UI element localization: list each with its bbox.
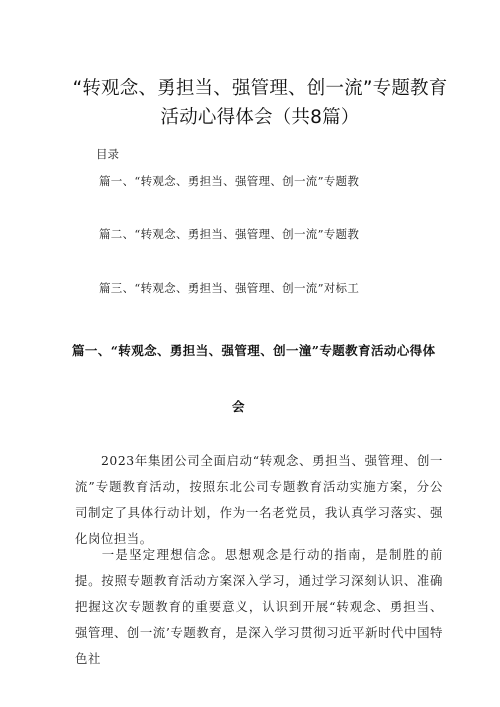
body-paragraph-1-text: 2023年集团公司全面启动“转观念、勇担当、强管理、创一流”专题教育活动，按照东北公司专题教育活动实施方案，分公司制定了具体行动计划，作为一名老党员，我认真学习落实、强化岗位担当。 [75,453,443,546]
toc-heading: 目录 [96,147,119,161]
body-paragraph-1 [75,448,443,552]
document-title-line-2: 活动心得体会（共8篇） [160,107,360,128]
document-title [50,74,470,132]
section-heading-continuation: 会 [232,399,245,414]
toc-item-2[interactable]: 篇二、“转观念、勇担当、强管理、创一流”专题教 [99,227,360,241]
toc-item-3[interactable]: 篇三、“转观念、勇担当、强管理、创一流”对标工 [99,281,360,295]
body-paragraph-2-text: 一是坚定理想信念。思想观念是行动的指南，是制胜的前提。按照专题教育活动方案深入学习，通过学习深刻认识、准确把握这次专题教育的重要意义，认识到开展“转观念、勇担当、强管理、创一流’专题教育，是深入学习贯彻习近平新时代中国特色社 [75,547,443,666]
document-title-line-1: “转观念、勇担当、强管理、创一流”专题教育 [72,78,448,99]
body-paragraph-2 [75,542,443,672]
section-heading: 篇一、“转观念、勇担当、强管理、创一潼”专题教育活动心得体 [72,343,436,358]
toc-item-1[interactable]: 篇一、“转观念、勇担当、强管理、创一流”专题教 [99,174,360,188]
